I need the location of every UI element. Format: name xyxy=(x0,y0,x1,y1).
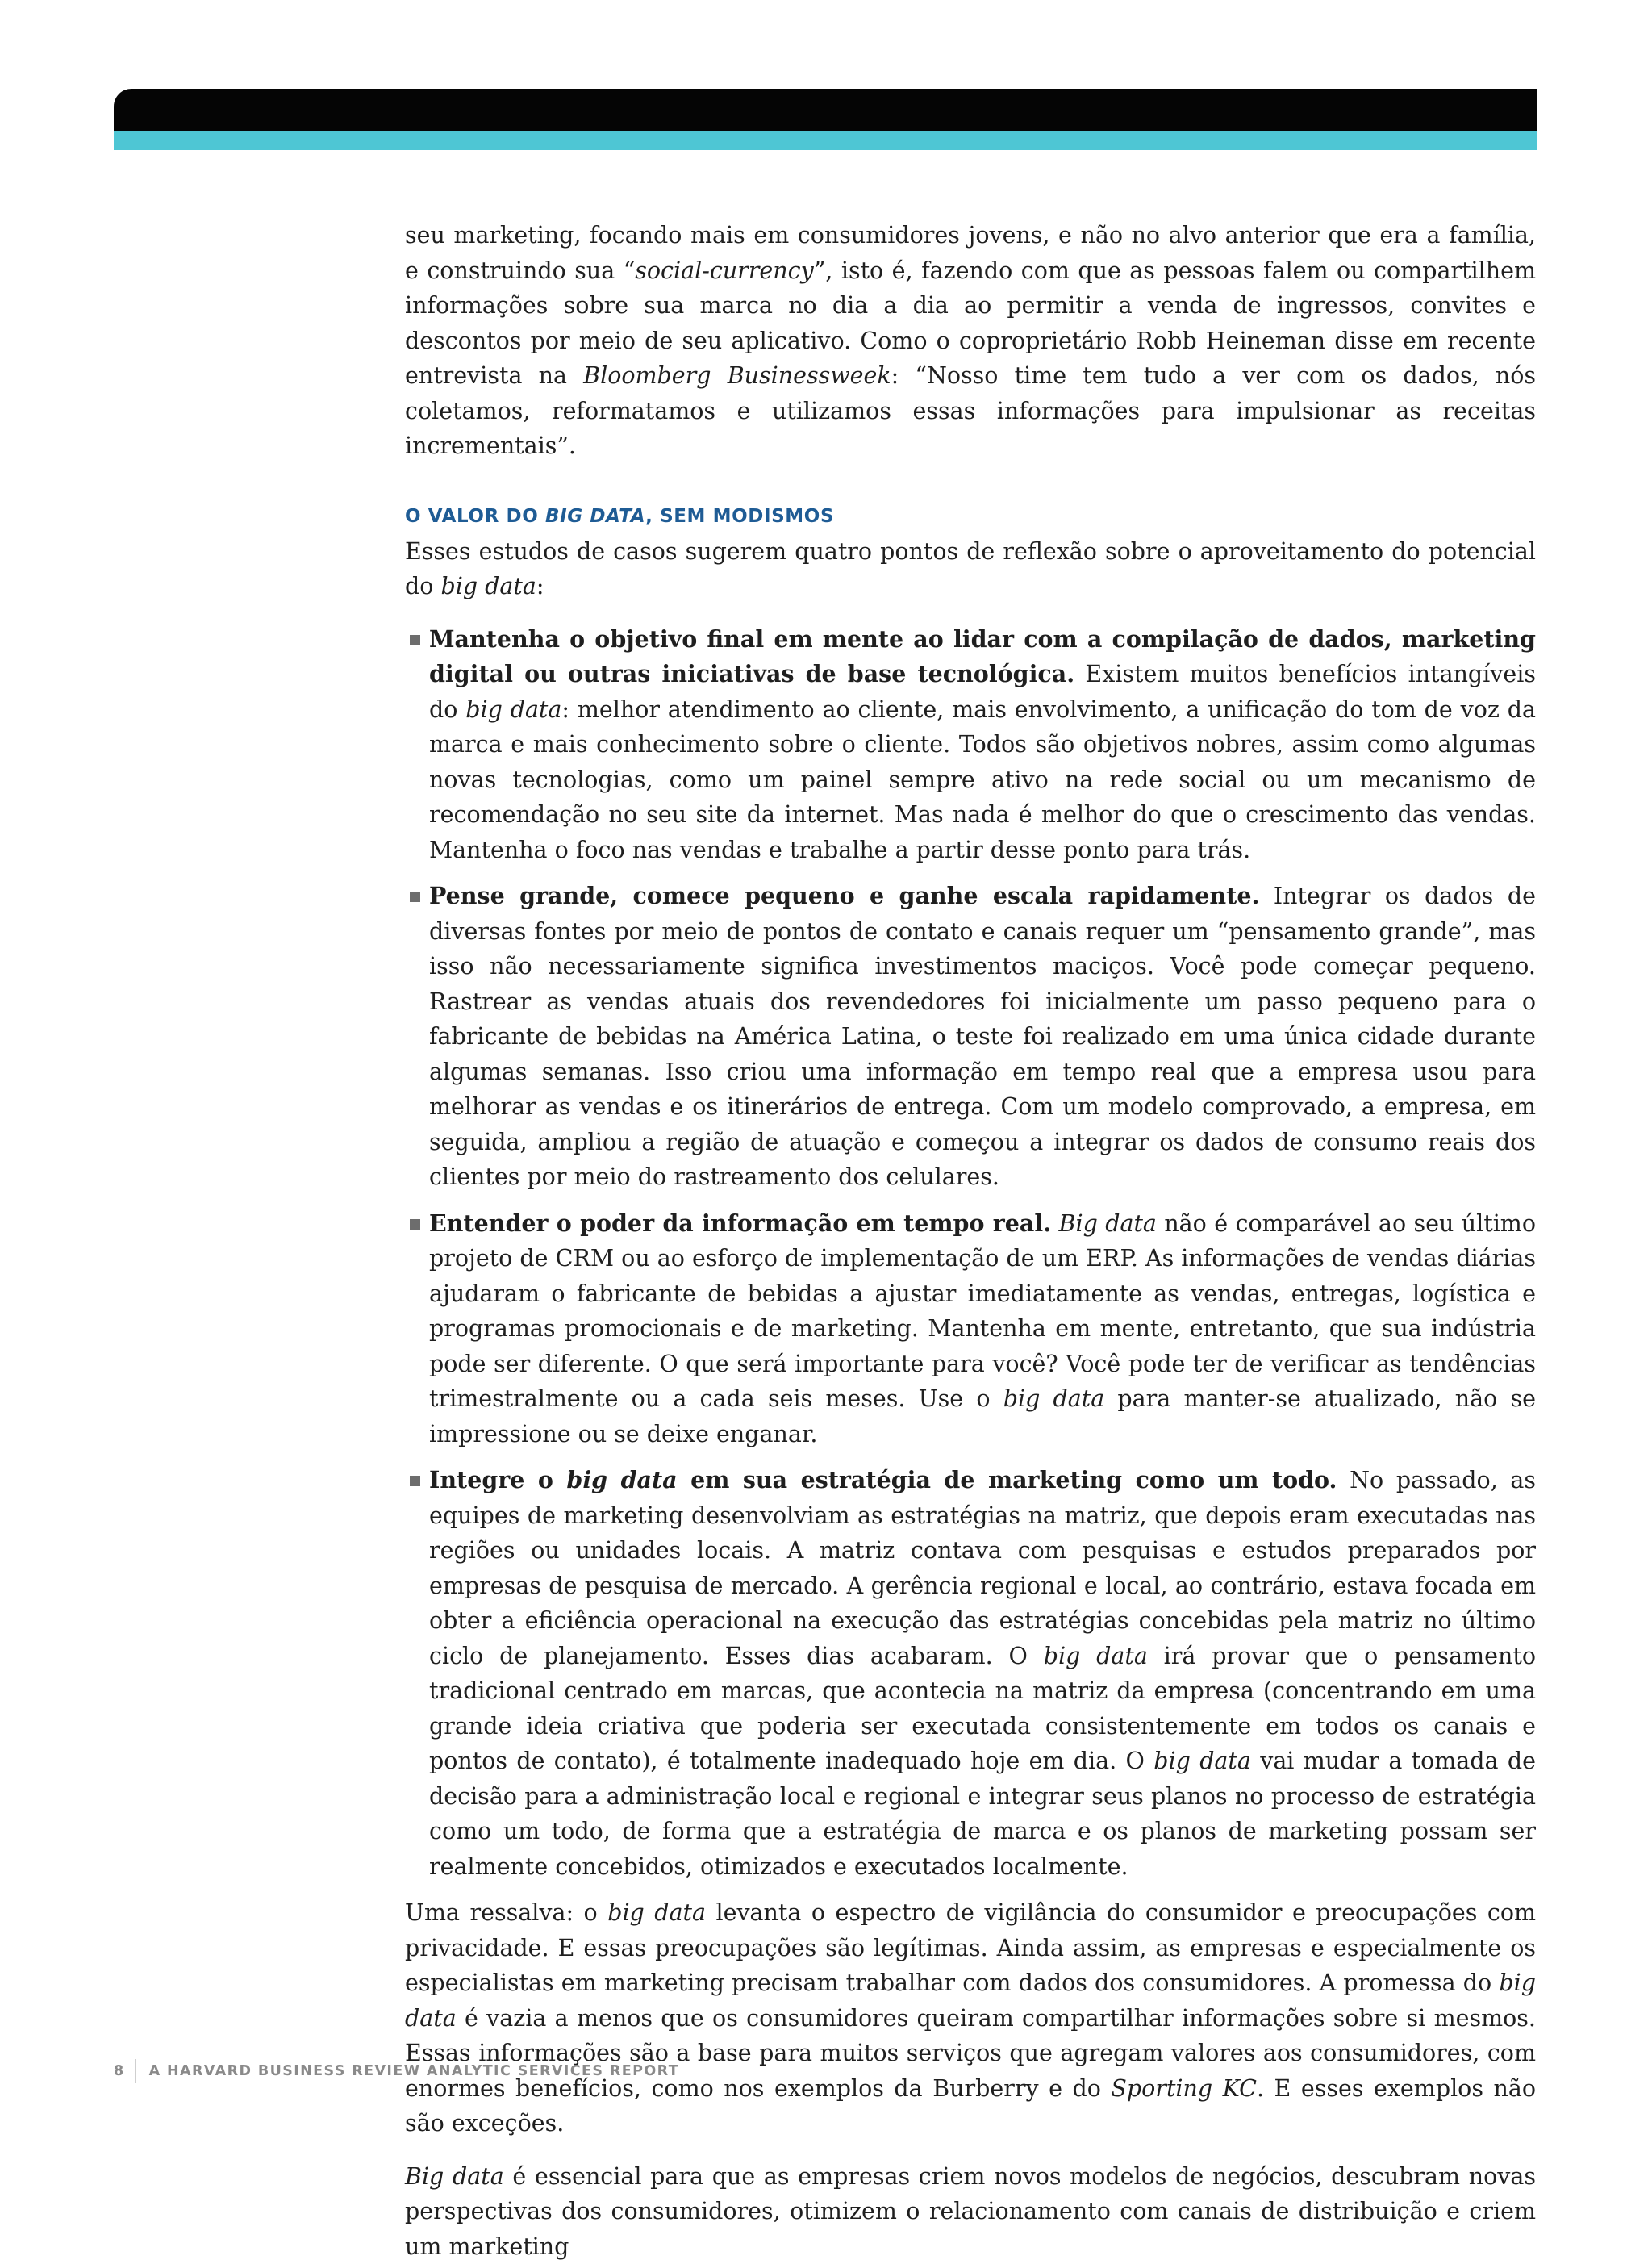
bullet-list xyxy=(405,622,1536,1885)
text-run: Existem muitos benefícios intangíveis do xyxy=(429,661,1536,723)
page-number: 8 xyxy=(114,2063,125,2079)
report-name: A HARVARD BUSINESS REVIEW ANALYTIC SERVICES REPORT xyxy=(149,2063,679,2079)
text-run: não é comparável ao seu último projeto de CRM ou ao esforço de implementação de um ERP. As informações de vendas diárias ajudaram o fabricante de bebidas a ajustar imediatamente as vendas, entregas, logística e programas promocionais e de marketing. Mantenha em mente, entretanto, que sua indústria pode ser diferente. O que será importante para você? Você pode ter de verificar as tendências trimestralmente ou a cada seis meses. Use o xyxy=(429,1210,1536,1413)
section-heading xyxy=(405,499,1536,534)
text-run-italic: big data xyxy=(607,1899,706,1926)
intro-paragraph xyxy=(405,218,1536,464)
text-run-italic: big data xyxy=(465,696,561,723)
text-run: levanta o espectro de vigilância do consumidor e preocupações com privacidade. E essas preocupações são legítimas. Ainda assim, as empresas e especialmente os especialistas em marketing precisam trabalhar com dados dos consumidores. A promessa do xyxy=(405,1899,1536,1996)
text-run-italic: Big data xyxy=(1059,1210,1157,1237)
text-run xyxy=(1051,1210,1058,1237)
text-run: ”, isto é, fazendo com que as pessoas falem ou compartilhem informações sobre sua marca no dia a dia ao permitir a venda de ingressos, convites e descontos por meio de seu aplicativo. Como o coproprietário Robb Heineman disse em recente entrevista na xyxy=(405,257,1536,390)
text-run: irá provar que o pensamento tradicional centrado em marcas, que acontecia na matriz da empresa (concentrando em uma grande ideia criativa que poderia ser executada consistentemente em todos os canais e pontos de contato), é totalmente inadequado hoje em dia. O xyxy=(429,1643,1536,1775)
square-bullet-icon xyxy=(410,635,420,645)
square-bullet-icon xyxy=(410,1476,420,1486)
text-run: : xyxy=(536,573,544,599)
footer-divider xyxy=(135,2059,136,2083)
bullet-title: Entender o poder da informação em tempo real. xyxy=(429,1209,1051,1237)
text-run: é vazia a menos que os consumidores queiram compartilhar informações sobre si mesmos. Essas informações são a base para muitos serviços que agregam valores aos consumidores, com enormes benefícios, como nos exemplos da Burberry e do xyxy=(405,2005,1536,2102)
text-run: . E esses exemplos não são exceções. xyxy=(405,2075,1536,2137)
article-body xyxy=(405,218,1536,2264)
text-run: Esses estudos de casos sugerem quatro pontos de reflexão sobre o aproveitamento do potencial do xyxy=(405,538,1536,600)
bullet-title: Integre o xyxy=(429,1466,566,1493)
text-run: No passado, as equipes de marketing desenvolviam as estratégias na matriz, que depois eram executadas nas regiões ou unidades locais. A matriz contava com pesquisas e estudos preparados por empresas de pesquisa de mercado. A gerência regional e local, ao contrário, estava focada em obter a eficiência operacional na execução das estratégias concebidas pela matriz no último ciclo de planejamento. Esses dias acabaram. O xyxy=(429,1467,1536,1669)
header-bar xyxy=(114,89,1537,131)
text-run-italic: social-currency xyxy=(635,257,813,284)
bullet-item xyxy=(405,622,1536,868)
text-run-italic: big data xyxy=(1003,1385,1104,1412)
header-accent-bar xyxy=(114,131,1537,150)
bullet-item xyxy=(405,879,1536,1195)
bullet-title: Pense grande, comece pequeno e ganhe escala rapidamente. xyxy=(429,882,1259,909)
bullet-title: Mantenha o objetivo final em mente ao lidar com a compilação de dados, marketing digital ou outras iniciativas de base tecnológica. xyxy=(429,625,1536,688)
text-run: Uma ressalva: o xyxy=(405,1899,607,1926)
text-run-italic: Bloomberg Businessweek xyxy=(583,362,891,389)
closing-paragraph xyxy=(405,1895,1536,2141)
text-run: é essencial para que as empresas criem novos modelos de negócios, descubram novas perspectivas dos consumidores, otimizem o relacionamento com canais de distribuição e criem um marketing xyxy=(405,2163,1536,2260)
text-run: : melhor atendimento ao cliente, mais envolvimento, a unificação do tom de voz da marca e mais conhecimento sobre o cliente. Todos são objetivos nobres, assim como algumas novas tecnologias, como um painel sempre ativo na rede social ou um mecanismo de recomendação no seu site da internet. Mas nada é melhor do que o crescimento das vendas. Mantenha o foco nas vendas e trabalhe a partir desse ponto para trás. xyxy=(429,696,1536,863)
bullet-title: em sua estratégia de marketing como um todo. xyxy=(678,1466,1337,1493)
final-paragraph xyxy=(405,2159,1536,2264)
heading-run-italic: BIG DATA xyxy=(545,506,645,527)
section-lead-paragraph xyxy=(405,534,1536,604)
text-run: para manter-se atualizado, não se impressione ou se deixe enganar. xyxy=(429,1385,1536,1447)
bullet-item xyxy=(405,1463,1536,1884)
square-bullet-icon xyxy=(410,1219,420,1230)
text-run-italic: big data xyxy=(440,573,536,599)
text-run-italic: big data xyxy=(405,1970,1536,2032)
text-run-italic: big data xyxy=(1044,1643,1148,1669)
text-run-italic: big data xyxy=(1153,1748,1251,1774)
page-footer xyxy=(114,2059,679,2083)
heading-run: O VALOR DO xyxy=(405,506,545,527)
square-bullet-icon xyxy=(410,892,420,902)
text-run: Integrar os dados de diversas fontes por meio de pontos de contato e canais requer um “pensamento grande”, mas isso não necessariamente significa investimentos maciços. Você pode começar pequeno. Rastrear as vendas atuais dos revendedores foi inicialmente um passo pequeno para o fabricante de bebidas na América Latina, o teste foi realizado em uma única cidade durante algumas semanas. Isso criou uma informação em tempo real que a empresa usou para melhorar as vendas e os itinerários de entrega. Com um modelo comprovado, a empresa, em seguida, ampliou a região de atuação e começou a integrar os dados de consumo reais dos clientes por meio do rastreamento dos celulares. xyxy=(429,883,1536,1190)
text-run: vai mudar a tomada de decisão para a administração local e regional e integrar seus planos no processo de estratégia como um todo, de forma que a estratégia de marca e os planos de marketing possam ser realmente concebidos, otimizados e executados localmente. xyxy=(429,1748,1536,1880)
text-run-italic: Big data xyxy=(405,2163,504,2190)
heading-run: , SEM MODISMOS xyxy=(645,506,834,527)
bullet-item xyxy=(405,1206,1536,1452)
text-run: seu marketing, focando mais em consumidores jovens, e não no alvo anterior que era a família, e construindo sua “ xyxy=(405,222,1536,284)
text-run: : “Nosso time tem tudo a ver com os dados, nós coletamos, reformatamos e utilizamos essas informações para impulsionar as receitas incrementais”. xyxy=(405,362,1536,459)
bullet-title-italic: big data xyxy=(566,1466,677,1493)
text-run-italic: Sporting KC xyxy=(1111,2075,1257,2102)
